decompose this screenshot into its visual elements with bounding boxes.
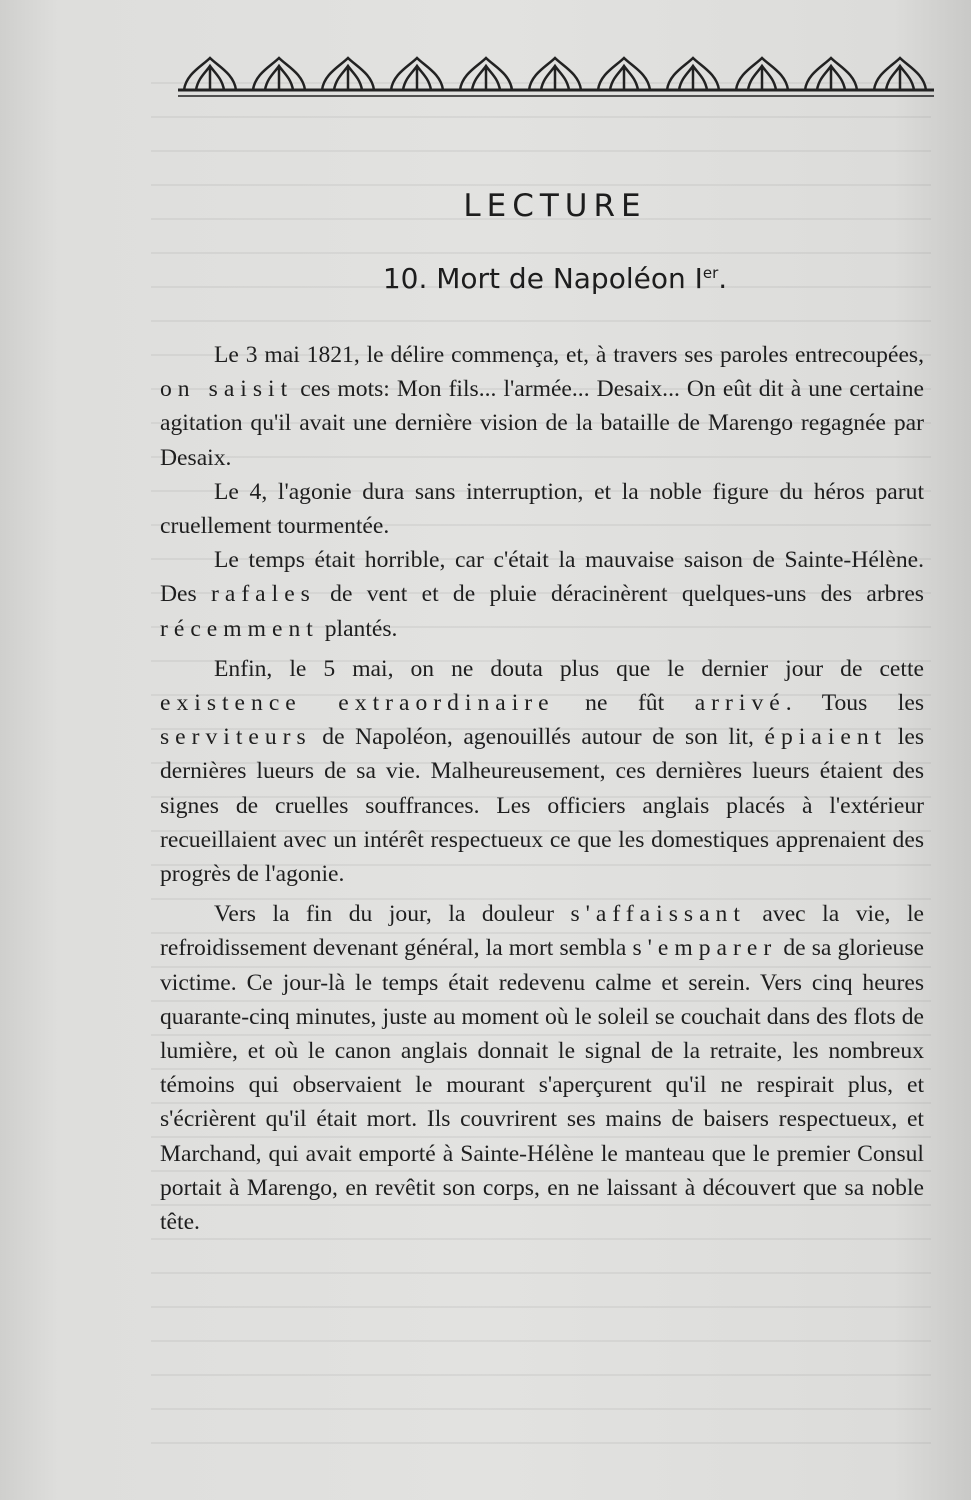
text-run: Le temps était horrible, car c'était la mauvaise saison de Sainte-Hélène. Des: [160, 547, 924, 608]
text-run: les dernières lueurs de sa vie. Malheureusement, ces dernières lueurs étaient des signes de cruelles souffrances. Les officiers anglais placés à l'extérieur recueillaient avec un intérêt respectueux ce que les domestiques apprenaient des progrès de l'agonie.: [160, 724, 924, 888]
spaced-emphasis: arrivé: [694, 690, 786, 717]
reading-text: [160, 338, 924, 1239]
text-run: ces mots: Mon fils... l'armée... Desaix... On eût dit à une certaine agitation qu'il avait une dernière vision de la bataille de Marengo regagnée par Desaix.: [160, 376, 925, 471]
paragraph: [160, 475, 924, 543]
spaced-emphasis: serviteurs: [160, 724, 312, 751]
ornament-leaf: [460, 58, 512, 90]
ornament-leaf: [874, 58, 926, 90]
text-run: Le 3 mai 1821, le délire commença, et, à travers ses paroles entrecoupées,: [214, 342, 924, 368]
chapter-title-text: 10. Mort de Napoléon I: [382, 262, 703, 295]
text-run: . Tous les: [785, 690, 924, 717]
paragraph: [160, 543, 924, 646]
text-run: de Napoléon, agenouillés autour de son lit,: [311, 724, 765, 751]
spaced-emphasis: s'emparer: [632, 935, 778, 962]
chapter-title-end: .: [718, 262, 728, 295]
ornament-leaf: [253, 58, 305, 90]
ornament-leaf: [322, 58, 374, 90]
ornament-leaf: [667, 58, 719, 90]
ornament-leaf: [391, 58, 443, 90]
text-run: Enfin, le 5 mai, on ne douta plus que le dernier jour de cette: [214, 655, 924, 682]
text-run: ne fût: [554, 690, 695, 717]
text-run: avec la vie, le refroidissement devenant général, la mort sembla: [160, 901, 924, 962]
paragraph: [160, 897, 924, 1239]
spaced-emphasis: existence extraordinaire: [160, 690, 555, 717]
text-run: de sa glorieuse victime. Ce jour-là le temps était redevenu calme et serein. Vers cinq heures quarante-cinq minutes, juste au moment où le soleil se couchait dans des flots de lumière, et où le canon anglais donnait le signal de la retraite, les nombreux témoins qui observaient le mourant s'aperçurent qu'il ne respirait plus, et s'écrièrent qu'il était mort. Ils couvrirent ses mains de baisers respectueux, et Marchand, qui avait emporté à Sainte-Hélène le manteau que le premier Consul portait à Marengo, en revêtit son corps, en ne laissant à découvert que sa noble tête.: [160, 935, 924, 1236]
spaced-emphasis: récemment: [160, 615, 319, 642]
text-run: plantés.: [318, 615, 398, 642]
paragraph: [160, 652, 924, 891]
paragraph: [160, 338, 924, 475]
text-run: de vent et de pluie déracinèrent quelques-uns des arbres: [315, 581, 924, 608]
ornament-leaf: [598, 58, 650, 90]
ornament-leaf: [529, 58, 581, 90]
spaced-emphasis: s'affaissant: [570, 901, 746, 928]
ornament-leaf: [184, 58, 236, 90]
chapter-title-superscript: er: [702, 264, 719, 282]
text-run: Le 4, l'agonie dura sans interruption, et la noble figure du héros parut cruellement tourmentée.: [160, 478, 924, 540]
decorative-header-ornament: [178, 52, 934, 102]
text-run: Vers la fin du jour, la douleur: [214, 901, 571, 928]
ornament-leaf: [736, 58, 788, 90]
ornament-leaf: [805, 58, 857, 90]
chapter-title: [0, 262, 971, 295]
spaced-emphasis: on saisit: [160, 376, 294, 403]
spaced-emphasis: épiaient: [764, 724, 888, 751]
section-heading: LECTURE: [463, 188, 647, 224]
spaced-emphasis: rafales: [210, 581, 316, 608]
